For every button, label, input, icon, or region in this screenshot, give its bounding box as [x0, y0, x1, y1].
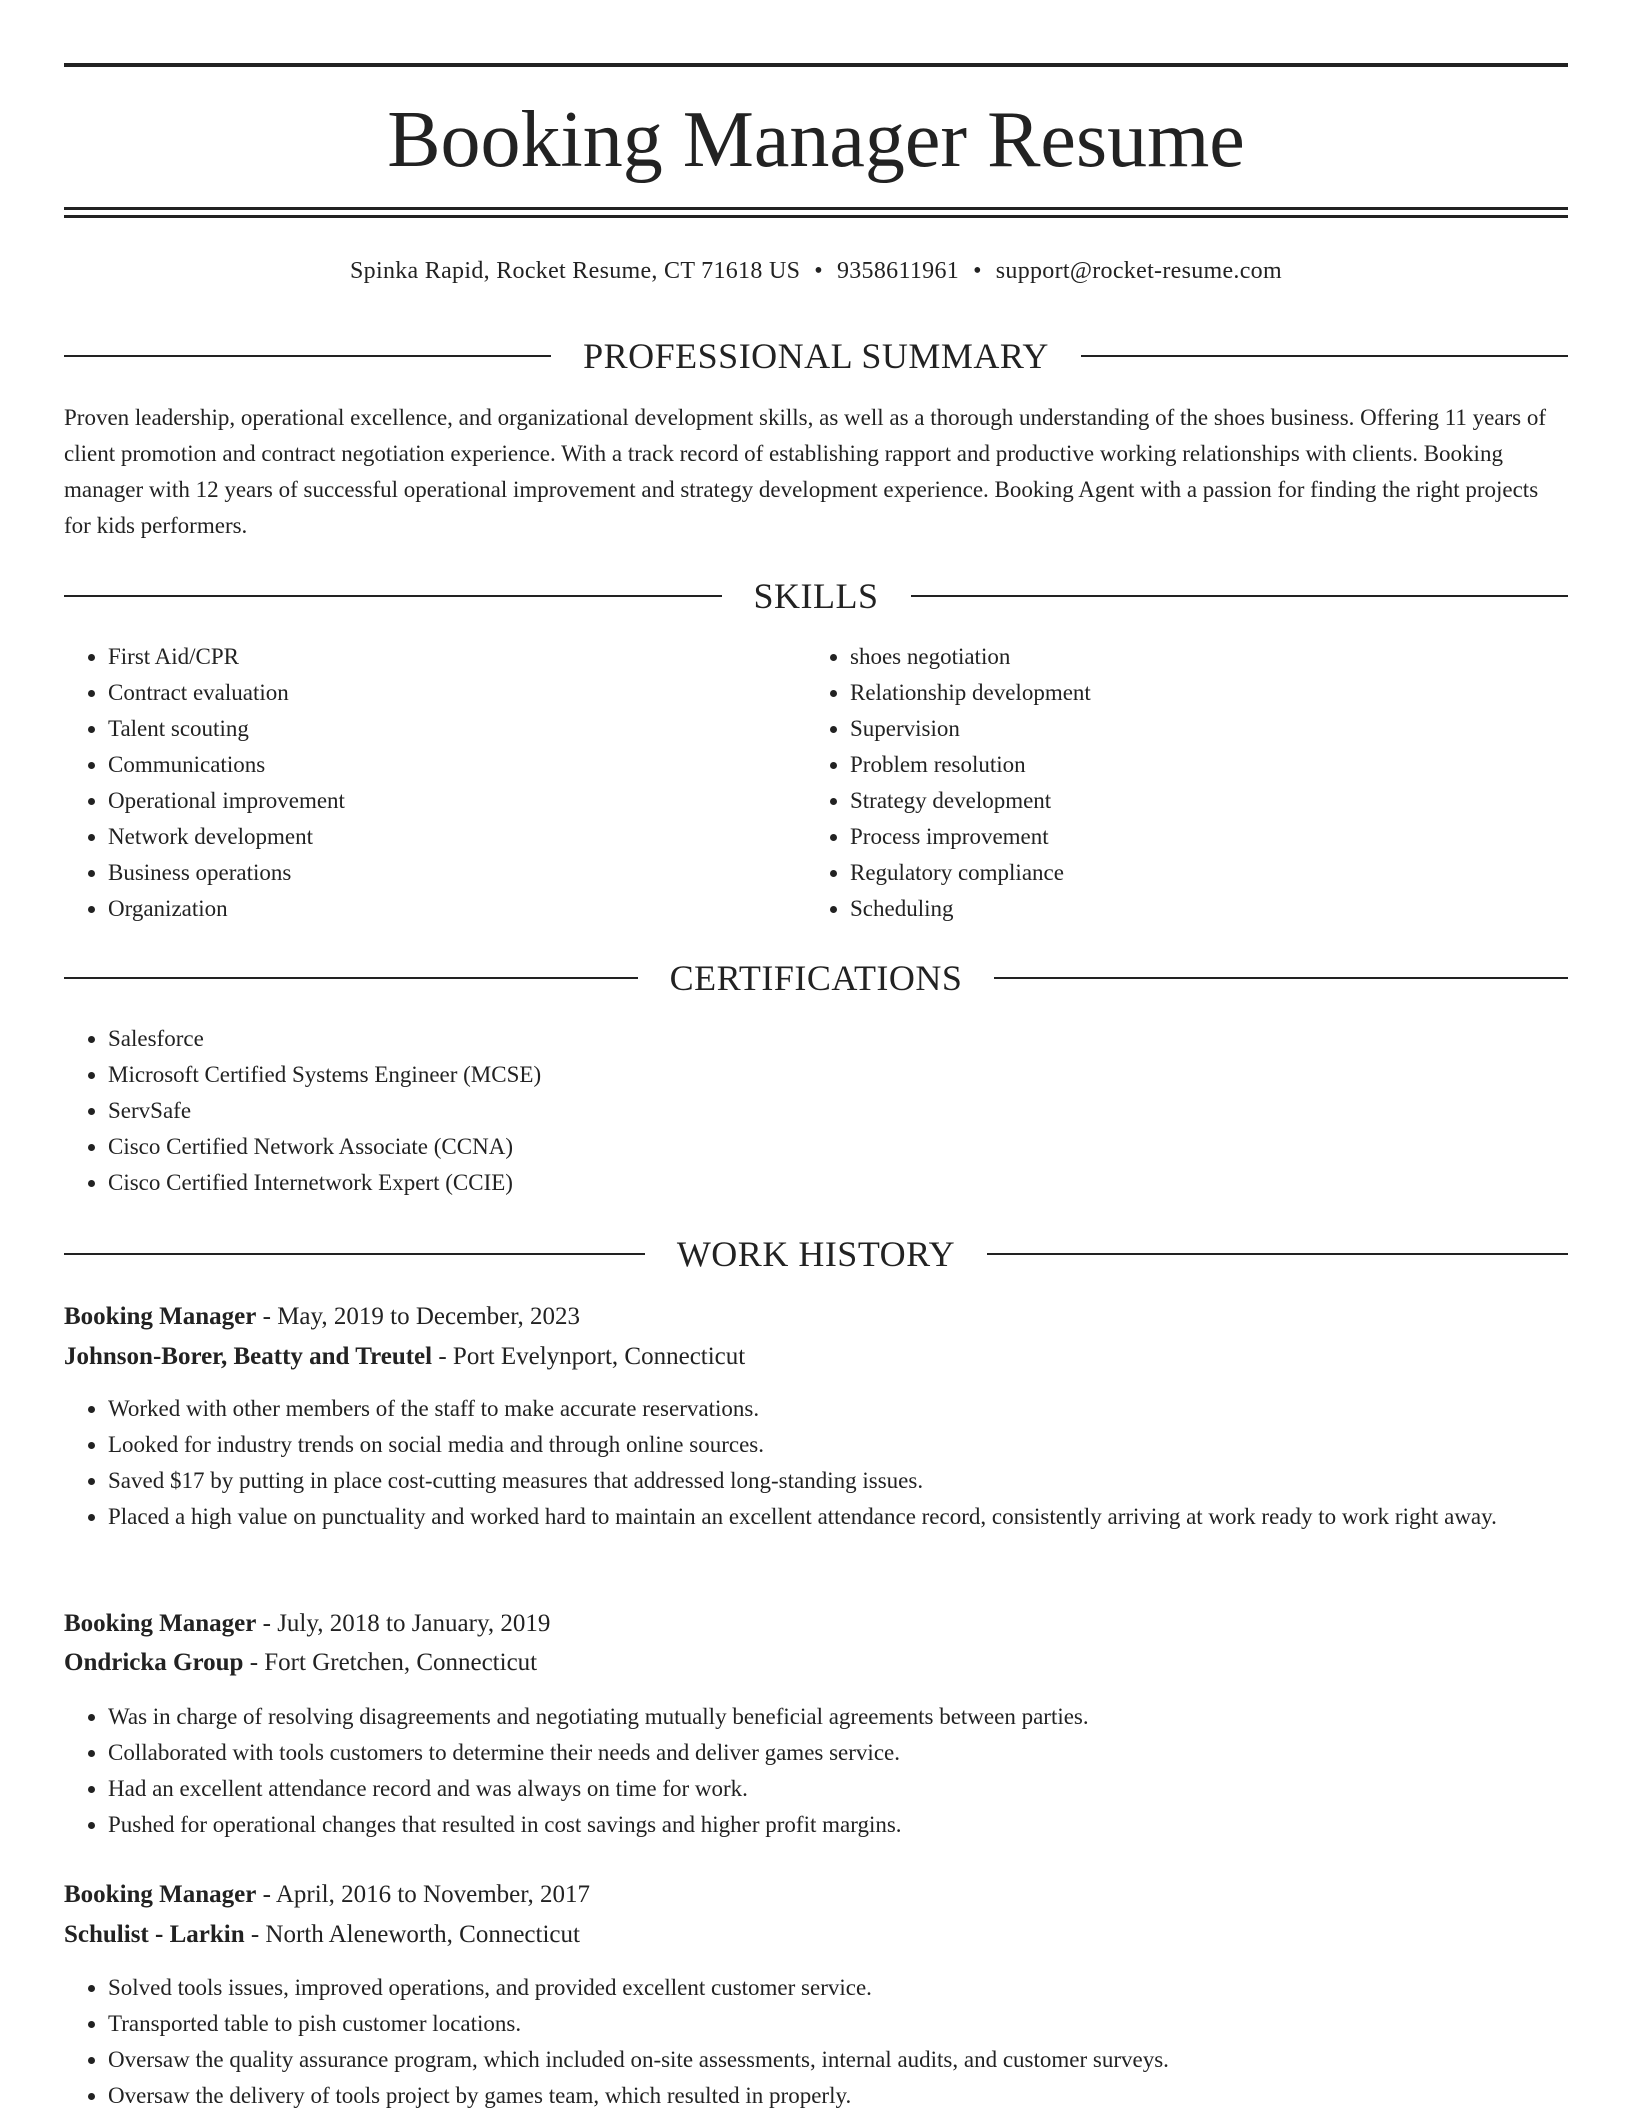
skill-item: • Business operations	[108, 855, 788, 891]
job-bullet: • Worked with other members of the staff to make accurate reservations.	[108, 1391, 1568, 1427]
job-bullet: • Collaborated with tools customers to determine their needs and deliver games service.	[108, 1735, 1568, 1771]
job-title: Booking Manager	[64, 1303, 257, 1330]
job-title-line	[64, 1606, 1568, 1642]
certification-item: • ServSafe	[108, 1093, 1508, 1129]
job-bullet: • Solved tools issues, improved operations, and provided excellent customer service.	[108, 1970, 1568, 2006]
job-location: - Port Evelynport, Connecticut	[432, 1343, 746, 1370]
section-header-skills	[64, 574, 1568, 618]
skill-item: • Communications	[108, 747, 788, 783]
section-title: WORK HISTORY	[676, 1234, 956, 1274]
job-company: Johnson-Borer, Beatty and Treutel	[64, 1343, 433, 1370]
job-bullet: • Had an excellent attendance record and was always on time for work.	[108, 1771, 1568, 1807]
job-company-line	[64, 1339, 1568, 1375]
skill-item: • Operational improvement	[108, 783, 788, 819]
summary-text: Proven leadership, operational excellence, and organizational development skills, as well as a thorough understanding of the shoes business. Offering 11 years of client promotion and contract negotiation experience. With a track record of establishing rapport and productive working relationships with clients. Booking manager with 12 years of successful operational improvement and strategy development experience. Booking Agent with a passion for finding the right projects for kids performers.	[64, 405, 1547, 538]
section-header-work-history	[64, 1232, 1568, 1276]
section-header-summary	[64, 334, 1568, 378]
skill-item: • Supervision	[850, 711, 1550, 747]
job-title: Booking Manager	[64, 1881, 257, 1908]
skill-item: • shoes negotiation	[850, 639, 1550, 675]
certification-item: • Salesforce	[108, 1021, 1508, 1057]
skill-item: • Regulatory compliance	[850, 855, 1550, 891]
section-rule-left	[64, 595, 722, 597]
job-company: Ondricka Group	[64, 1649, 244, 1676]
job-dates: - July, 2018 to January, 2019	[256, 1610, 551, 1637]
skill-item: • Contract evaluation	[108, 675, 788, 711]
job-location: - North Aleneworth, Connecticut	[244, 1921, 580, 1948]
skill-item: • Problem resolution	[850, 747, 1550, 783]
section-title: PROFESSIONAL SUMMARY	[583, 336, 1049, 376]
job-bullet: • Oversaw the delivery of tools project by games team, which resulted in properly.	[108, 2078, 1568, 2114]
job-company-line	[64, 1645, 1568, 1681]
job-dates: - April, 2016 to November, 2017	[256, 1881, 591, 1908]
contact-separator: •	[814, 258, 823, 284]
job-title-line	[64, 1877, 1568, 1913]
job-company-line	[64, 1917, 1568, 1953]
title-double-rule-top	[64, 207, 1568, 210]
section-rule-right	[911, 595, 1569, 597]
skill-item: • Process improvement	[850, 819, 1550, 855]
section-rule-left	[64, 977, 638, 979]
contact-address: Spinka Rapid, Rocket Resume, CT 71618 US	[350, 258, 801, 284]
job-bullets	[64, 1970, 1568, 2114]
contact-phone: 9358611961	[836, 258, 960, 284]
contact-email[interactable]: support@rocket-resume.com	[995, 258, 1282, 284]
job-bullets	[64, 1391, 1568, 1535]
certifications-list	[64, 1021, 1508, 1201]
certification-item: • Microsoft Certified Systems Engineer (MCSE)	[108, 1057, 1508, 1093]
skill-item: • Relationship development	[850, 675, 1550, 711]
certification-item: • Cisco Certified Network Associate (CCNA)	[108, 1129, 1508, 1165]
job-bullet: • Pushed for operational changes that resulted in cost savings and higher profit margins.	[108, 1807, 1568, 1843]
skill-item: • First Aid/CPR	[108, 639, 788, 675]
top-rule	[64, 63, 1568, 67]
skill-item: • Scheduling	[850, 891, 1550, 927]
section-title: CERTIFICATIONS	[669, 958, 963, 998]
job-company: Schulist - Larkin	[64, 1921, 245, 1948]
job-title: Booking Manager	[64, 1610, 257, 1637]
job-bullet: • Looked for industry trends on social media and through online sources.	[108, 1427, 1568, 1463]
job-location: - Fort Gretchen, Connecticut	[243, 1649, 538, 1676]
contact-line	[64, 254, 1568, 288]
job-bullet: • Placed a high value on punctuality and worked hard to maintain an excellent attendance record, consistently arriving at work ready to work right away.	[108, 1499, 1568, 1535]
skill-item: • Network development	[108, 819, 788, 855]
skills-list-left	[64, 639, 788, 927]
section-rule-right	[987, 1253, 1568, 1255]
job-title-line	[64, 1299, 1568, 1335]
section-rule-right	[994, 977, 1568, 979]
page-title: Booking Manager Resume	[387, 96, 1245, 184]
job-bullet: • Transported table to pish customer locations.	[108, 2006, 1568, 2042]
job-dates: - May, 2019 to December, 2023	[256, 1303, 581, 1330]
job-bullet: • Was in charge of resolving disagreements and negotiating mutually beneficial agreements between parties.	[108, 1699, 1568, 1735]
job-bullet: • Saved $17 by putting in place cost-cutting measures that addressed long-standing issues.	[108, 1463, 1568, 1499]
certification-item: • Cisco Certified Internetwork Expert (CCIE)	[108, 1165, 1508, 1201]
section-rule-right	[1081, 355, 1568, 357]
skills-list-right	[806, 639, 1550, 927]
contact-separator: •	[973, 258, 982, 284]
skill-item: • Talent scouting	[108, 711, 788, 747]
skill-item: • Strategy development	[850, 783, 1550, 819]
title-double-rule-bottom	[64, 215, 1568, 218]
job-bullets	[64, 1699, 1568, 1843]
section-header-certifications	[64, 956, 1568, 1000]
skill-item: • Organization	[108, 891, 788, 927]
section-rule-left	[64, 355, 551, 357]
section-rule-left	[64, 1253, 645, 1255]
job-bullet: • Oversaw the quality assurance program, which included on-site assessments, internal audits, and customer surveys.	[108, 2042, 1568, 2078]
section-title: SKILLS	[753, 576, 879, 616]
